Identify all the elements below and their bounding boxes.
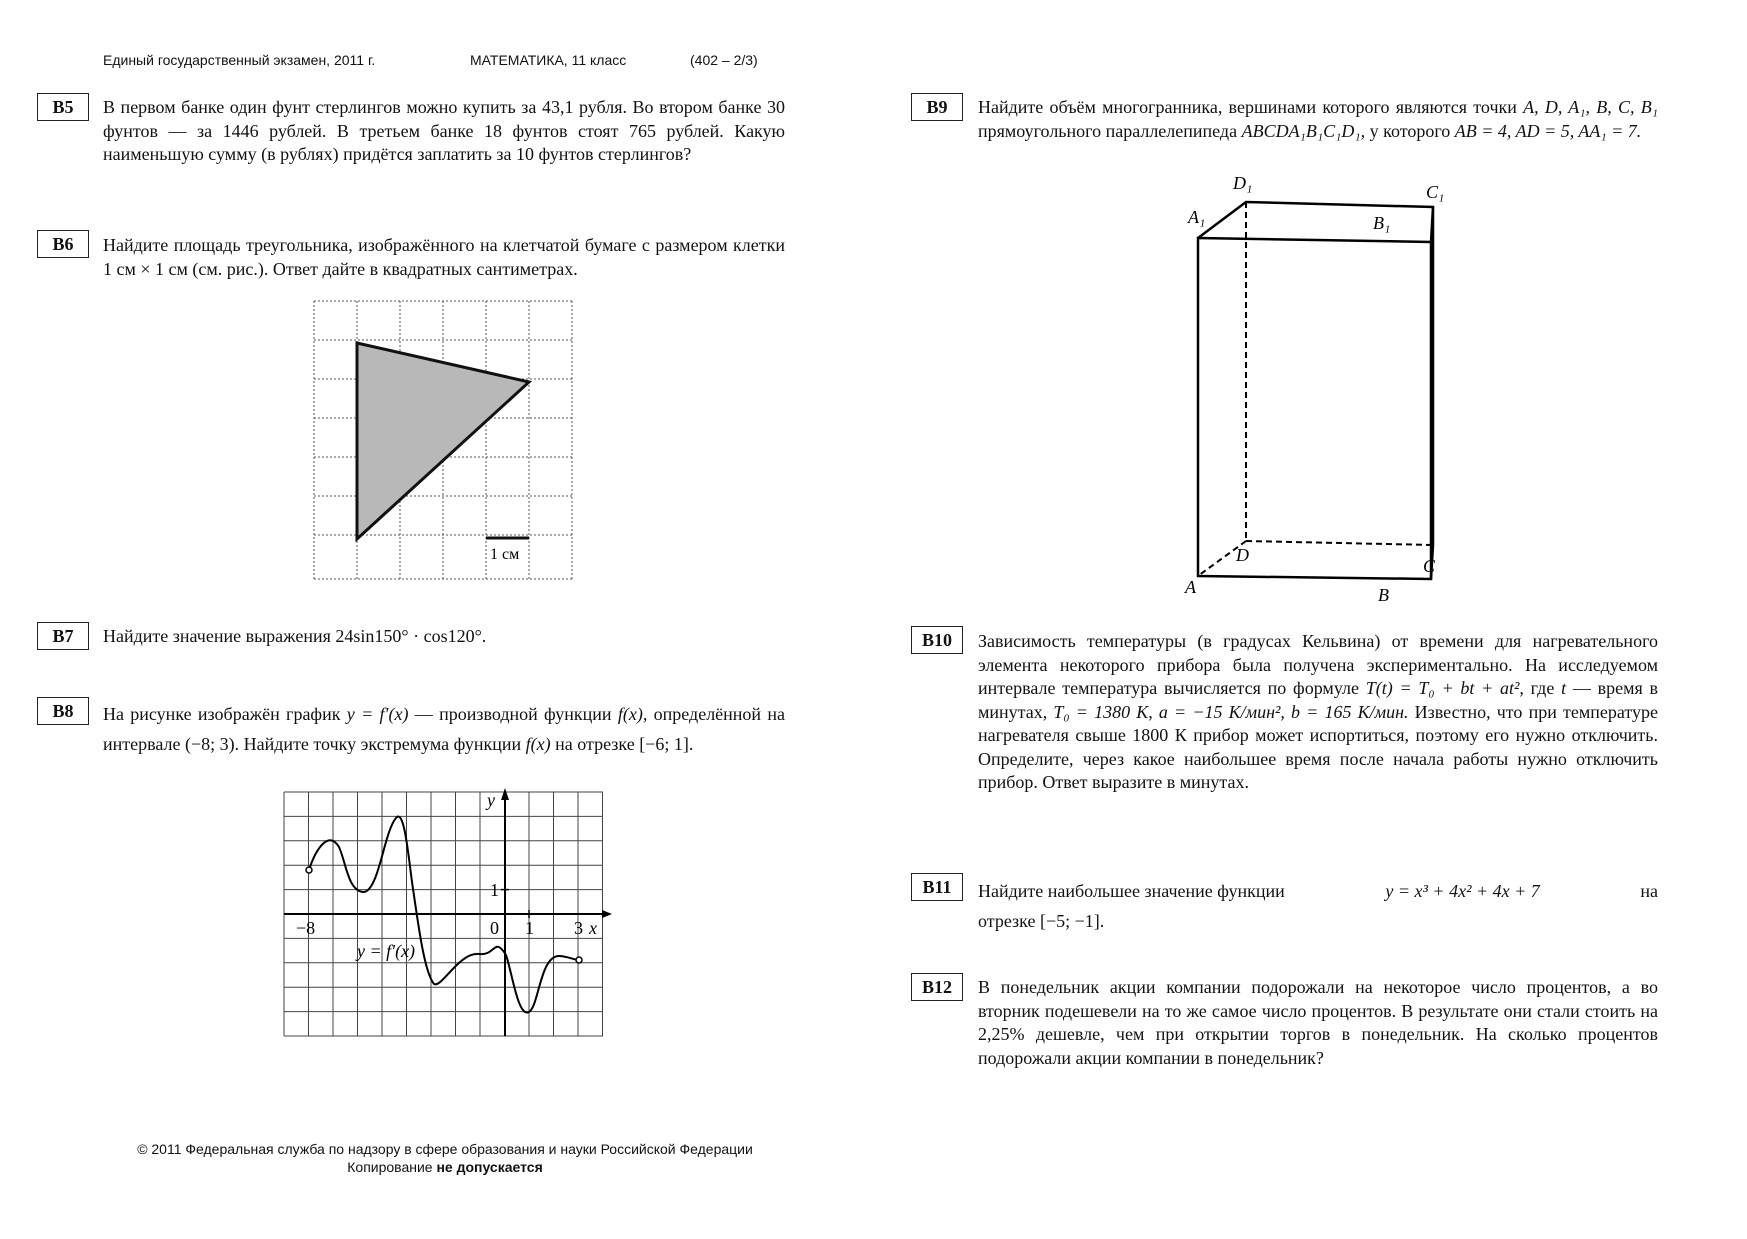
vertex-d1: D₁ <box>1233 173 1253 193</box>
left-open-endpoint <box>306 867 312 873</box>
b8-f5: [−6; 1]. <box>639 734 694 754</box>
b10-t2: где <box>1530 678 1555 698</box>
b8-f4: f(x) <box>525 734 551 754</box>
subject-title: МАТЕМАТИКА, 11 класс <box>470 52 627 68</box>
parallelepiped-figure <box>1180 172 1460 612</box>
b10-tvar: t <box>1561 678 1567 698</box>
footer-copyright: © 2011 Федеральная служба по надзору в сфере образования и науки Российской Федерации <box>137 1141 753 1157</box>
task-text-b7 <box>103 625 785 649</box>
task-label-b7: B7 <box>37 622 89 650</box>
task-text-b6: Найдите площадь треугольника, изображённого на клетчатой бумаге с размером клетки 1 см × 1 см (см. рис.). Ответ дайте в квадратных сантиметрах. <box>103 235 785 279</box>
right-open-endpoint <box>576 957 582 963</box>
footer-copy-bold: не допускается <box>436 1159 543 1175</box>
b10-t0: T₀ = 1380 К, <box>1053 701 1153 722</box>
b9-dims: AB = 4, AD = 5, AA₁ = 7. <box>1454 120 1642 141</box>
b10-t3: — время в минутах, <box>978 678 1659 722</box>
b9-t3: у которого <box>1369 120 1451 141</box>
b11-t3: отрезке <box>978 911 1036 931</box>
b10-t4: Известно, что при температуре нагревателя свыше 1800 К прибор может испортиться, поэтому его нужно отключить. Определите, через какое наибольшее время после начала работы нужно отключить прибор. Ответ выразите в минутах. <box>978 701 1659 792</box>
task-text-b8 <box>103 699 785 759</box>
b8-f1: y = f′(x) <box>346 704 409 724</box>
b8-f3: (−8; 3). <box>185 734 240 754</box>
task-label-b6: B6 <box>37 230 89 258</box>
b11-t2: на <box>1640 881 1658 901</box>
task-label-b10: B10 <box>911 626 963 654</box>
task-label-b12: B12 <box>911 973 963 1001</box>
b9-box: ABCDA₁B₁C₁D₁, <box>1241 120 1366 141</box>
b9-t2: прямоугольного параллелепипеда <box>978 120 1238 141</box>
task-text-b10 <box>978 630 1658 795</box>
y-axis-label: y <box>487 790 495 810</box>
task-label-b8: B8 <box>37 697 89 725</box>
b8-t2: — производной функции <box>414 704 612 724</box>
scale-label: 1 см <box>490 546 520 563</box>
tick-label-1: 1 <box>525 918 534 938</box>
box-visible-edges <box>1198 202 1433 579</box>
curve-label: y = f′(x) <box>357 941 416 961</box>
tick-label-3: 3 <box>574 918 583 938</box>
task-label-b5: B5 <box>37 93 89 121</box>
tick-label-y1: 1 <box>490 880 499 900</box>
task-text-b12: В понедельник акции компании подорожали на некоторое число процентов, а во вторник подешевели на то же самое число процентов. В результате они стали стоить на 2,25% дешевле, чем при открытии торгов в понедельник. На сколько процентов подорожали акции компании в понедельник? <box>978 977 1658 1068</box>
vertex-c1: C₁ <box>1426 182 1445 202</box>
x-axis-arrow <box>602 910 612 918</box>
footer-copy-prefix: Копирование <box>347 1159 433 1175</box>
exam-title: Единый государственный экзамен, 2011 г. <box>103 52 376 68</box>
b9-t1: Найдите объём многогранника, вершинами которого являются точки <box>978 97 1517 117</box>
b10-t1: Зависимость температуры (в градусах Кельвина) от времени для нагревательного элемента некоторого прибора была получена экспериментально. На исследуемом интервале температура вычисляется по формуле <box>978 631 1658 698</box>
b8-f2: f(x), <box>617 704 648 724</box>
task-label-b11: B11 <box>911 873 963 901</box>
derivative-graph <box>284 792 604 1038</box>
b7-text: Найдите значение выражения <box>103 626 331 646</box>
vertex-b: B <box>1378 585 1389 605</box>
b11-interval: [−5; −1]. <box>1039 911 1105 931</box>
vertex-d: D <box>1236 545 1249 565</box>
b8-t3: определённой на интервале <box>103 704 785 754</box>
triangle-grid-figure <box>314 301 576 581</box>
y-axis-arrow <box>501 788 509 800</box>
tick-label-neg8: −8 <box>296 918 316 938</box>
footer-copy-notice <box>100 1159 790 1175</box>
page-code: (402 – 2/3) <box>690 52 758 68</box>
vertex-c: C <box>1423 556 1436 576</box>
x-axis-label: x <box>589 918 597 938</box>
task-text-b9 <box>978 96 1658 143</box>
task-text-b5: В первом банке один фунт стерлингов можно купить за 43,1 рубля. Во втором банке 30 фунтов — за 1446 рублей. В третьем банке 18 фунтов стоят 765 рублей. Какую наименьшую сумму (в рублях) придётся заплатить за 10 фунтов стерлингов? <box>103 97 785 164</box>
box-hidden-edges <box>1198 202 1433 576</box>
b9-points: A, D, A₁, B, C, B₁ <box>1523 97 1658 117</box>
task-text-b11 <box>978 876 1658 936</box>
vertex-b1: B₁ <box>1373 213 1391 233</box>
vertex-a1: A₁ <box>1188 207 1206 227</box>
b8-t4: Найдите точку экстремума функции <box>243 734 522 754</box>
tick-label-0: 0 <box>490 918 499 938</box>
b8-t1: На рисунке изображён график <box>103 704 341 724</box>
b8-t5: на отрезке <box>555 734 635 754</box>
vertex-a: A <box>1185 577 1196 597</box>
b11-func: y = x³ + 4x² + 4x + 7 <box>1385 881 1540 901</box>
b11-t1: Найдите наибольшее значение функции <box>978 881 1285 901</box>
b10-formula: T(t) = T₀ + bt + at², <box>1365 678 1524 698</box>
b10-ab: a = −15 К/мин², b = 165 К/мин. <box>1158 701 1409 722</box>
task-label-b9: B9 <box>911 93 963 121</box>
b7-expression: 24sin150° · cos120°. <box>335 626 487 646</box>
